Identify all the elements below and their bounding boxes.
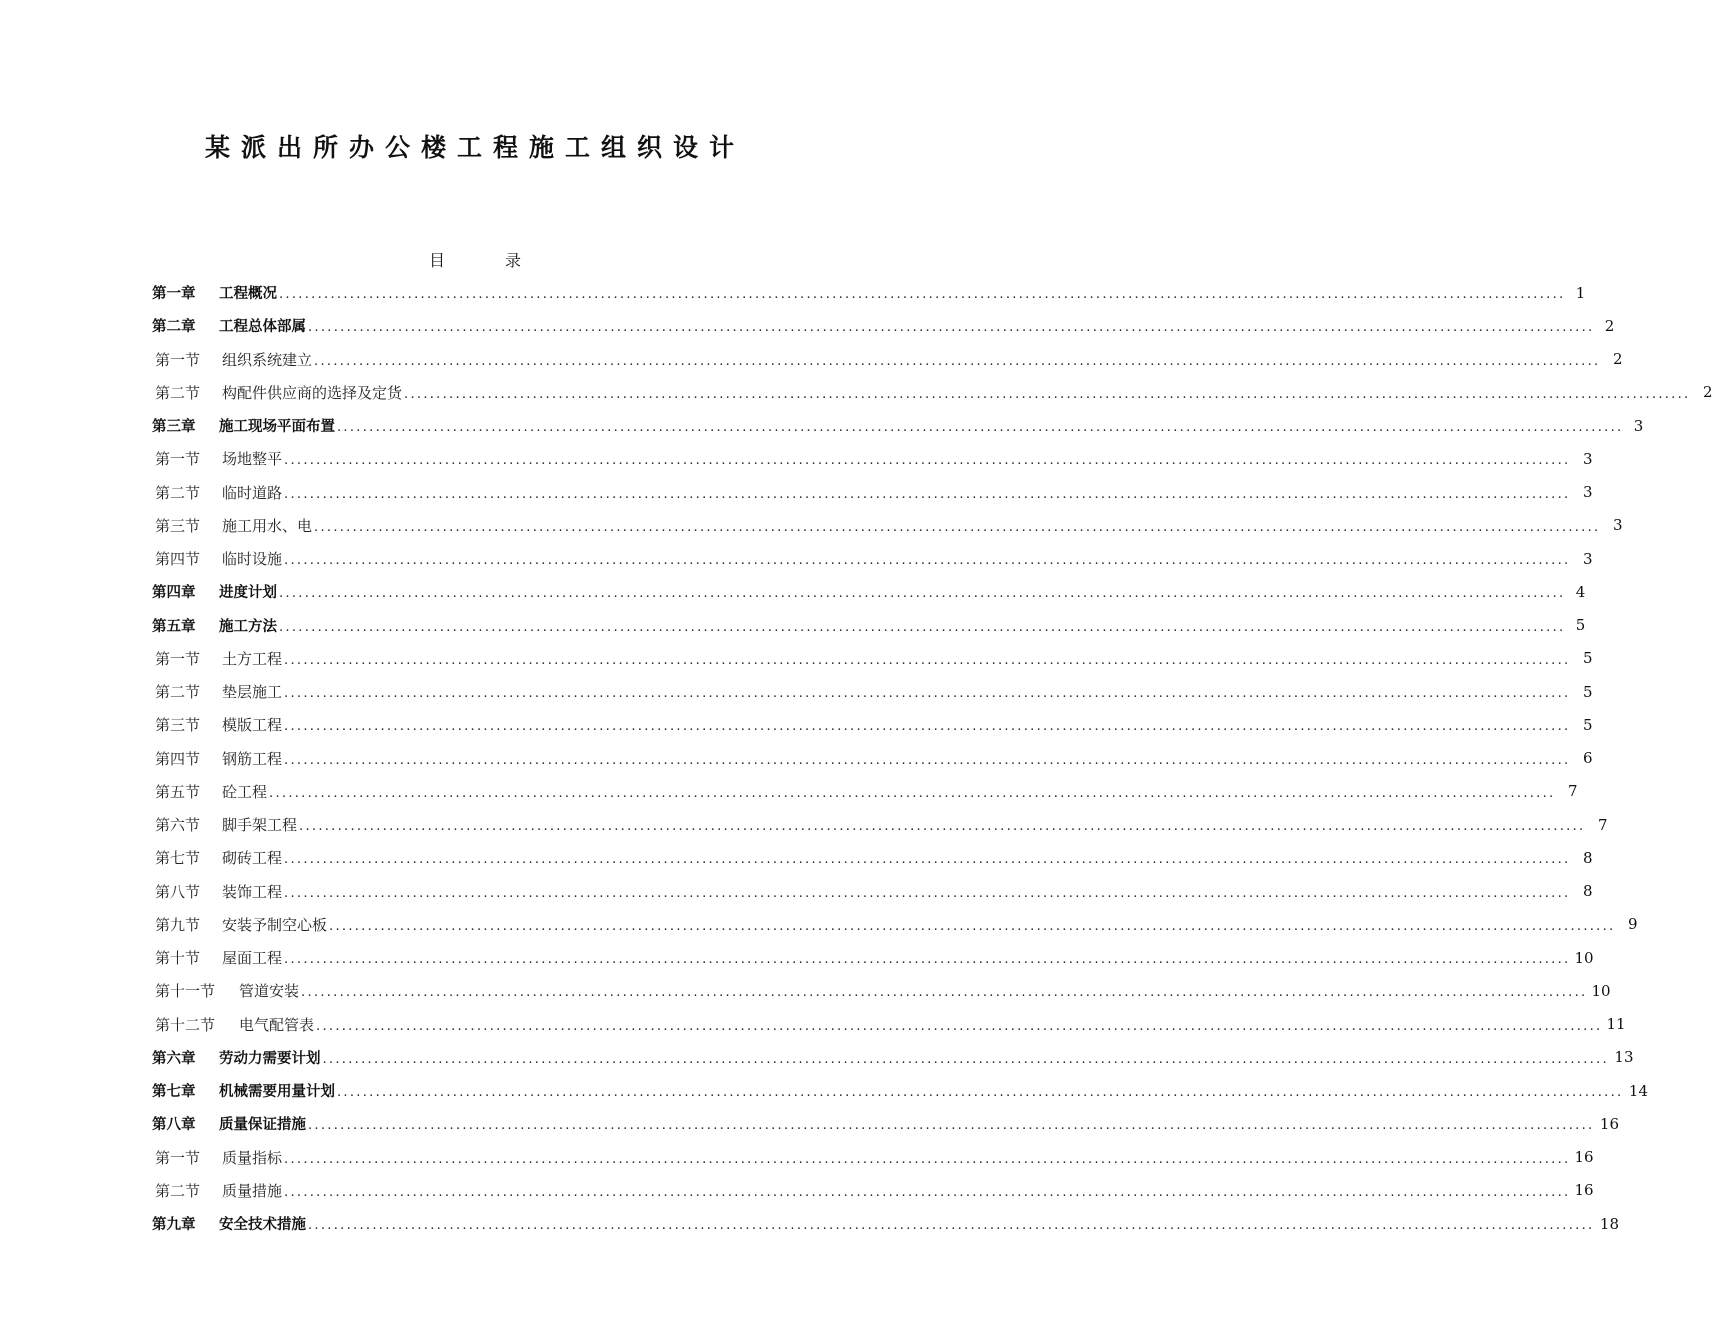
toc-section-row	[155, 708, 1593, 741]
toc-leader-dots: ........................................................................................................................................................................................................	[299, 819, 1586, 834]
toc-leader-dots: ........................................................................................................................................................................................................	[284, 1184, 1571, 1200]
toc-entry-title: 施工方法	[219, 618, 277, 635]
toc-entry-page: 10	[1574, 948, 1594, 967]
toc-chapter-row	[152, 1107, 1620, 1140]
toc-entry-page: 5	[1582, 715, 1593, 734]
toc-entry-number: 第六节	[155, 816, 201, 834]
toc-entry-title: 临时道路	[222, 483, 283, 502]
toc-section-row	[155, 742, 1593, 775]
toc-leader-dots: ........................................................................................................................................................................................................	[308, 320, 1595, 336]
toc-chapter-row	[152, 1041, 1634, 1074]
toc-entry-page: 2	[1612, 350, 1623, 368]
toc-entry-label	[152, 1080, 335, 1101]
toc-heading-char-1: 目	[428, 251, 445, 270]
toc-entry-number: 第四章	[152, 585, 196, 602]
toc-section-row	[155, 841, 1593, 874]
toc-section-row	[155, 974, 1611, 1007]
toc-entry-page: 18	[1599, 1214, 1620, 1233]
toc-entry-title: 砌砖工程	[222, 849, 283, 868]
toc-entry-page: 2	[1702, 383, 1712, 402]
toc-entry-number: 第五节	[155, 782, 201, 801]
toc-leader-dots: ........................................................................................................................................................................................................	[308, 1118, 1595, 1134]
toc-entry-title: 组织系统建立	[222, 350, 313, 369]
toc-section-row	[155, 542, 1593, 575]
toc-leader-dots: ........................................................................................................................................................................................................	[284, 885, 1571, 901]
toc-leader-dots: ........................................................................................................................................................................................................	[404, 386, 1691, 402]
toc-entry-label	[155, 1180, 282, 1201]
toc-entry-page: 3	[1582, 483, 1593, 501]
toc-entry-page: 16	[1599, 1114, 1620, 1133]
toc-entry-label	[155, 748, 282, 769]
toc-entry-title: 机械需要用量计划	[219, 1084, 335, 1100]
toc-entry-label	[155, 814, 297, 835]
toc-leader-dots: ........................................................................................................................................................................................................	[329, 918, 1616, 934]
toc-entry-label	[155, 881, 282, 902]
toc-entry-number: 第八节	[155, 882, 201, 901]
toc-entry-title: 进度计划	[219, 585, 277, 602]
toc-entry-number: 第一节	[155, 649, 201, 668]
toc-entry-page: 3	[1612, 516, 1623, 535]
toc-section-row	[155, 875, 1593, 908]
toc-entry-label	[152, 315, 306, 336]
toc-entry-label	[155, 1014, 314, 1035]
toc-entry-page: 5	[1582, 649, 1593, 668]
toc-entry-title: 土方工程	[222, 649, 283, 668]
toc-leader-dots: ........................................................................................................................................................................................................	[284, 553, 1571, 568]
toc-leader-dots: ........................................................................................................................................................................................................	[279, 586, 1566, 602]
toc-section-row	[155, 908, 1638, 941]
toc-section-row	[155, 941, 1594, 974]
toc-entry-title: 质量指标	[222, 1148, 283, 1167]
toc-chapter-row	[152, 1074, 1649, 1107]
toc-entry-number: 第二节	[155, 483, 201, 502]
toc-leader-dots: ........................................................................................................................................................................................................	[284, 652, 1571, 668]
toc-entry-number: 第一节	[155, 450, 201, 469]
toc-entry-title: 临时设施	[222, 550, 283, 568]
toc-leader-dots: ........................................................................................................................................................................................................	[279, 619, 1566, 635]
toc-entry-page: 7	[1597, 815, 1608, 834]
toc-leader-dots: ........................................................................................................................................................................................................	[308, 1218, 1595, 1233]
toc-entry-label	[155, 648, 282, 669]
toc-entry-label	[155, 382, 402, 403]
toc-entry-page: 8	[1582, 882, 1593, 900]
toc-entry-label	[155, 714, 282, 735]
toc-section-row	[155, 642, 1593, 675]
toc-entry-page: 3	[1633, 416, 1644, 435]
toc-entry-label	[152, 1213, 306, 1234]
toc-entry-number: 第二节	[155, 383, 201, 402]
toc-entry-number: 第九节	[155, 915, 201, 934]
toc-entry-page: 16	[1574, 1181, 1594, 1200]
toc-entry-label	[152, 1113, 306, 1134]
document-title: 某派出所办公楼工程施工组织设计	[204, 133, 745, 162]
toc-entry-label	[152, 282, 277, 303]
toc-section-row	[155, 343, 1623, 376]
toc-entry-number: 第二节	[155, 683, 201, 701]
toc-leader-dots: ........................................................................................................................................................................................................	[284, 486, 1571, 502]
toc-entry-title: 工程总体部属	[219, 319, 306, 336]
toc-section-row	[155, 509, 1623, 542]
toc-entry-label	[155, 781, 267, 802]
toc-leader-dots: ........................................................................................................................................................................................................	[301, 985, 1588, 1001]
toc-entry-title: 电气配管表	[239, 1015, 315, 1034]
toc-entry-title: 安全技术措施	[219, 1217, 306, 1233]
toc-entry-title: 工程概况	[219, 286, 277, 302]
toc-section-row	[155, 775, 1578, 808]
toc-leader-dots: ........................................................................................................................................................................................................	[337, 1085, 1624, 1100]
toc-leader-dots: ........................................................................................................................................................................................................	[284, 453, 1571, 469]
toc-entry-page: 5	[1575, 616, 1586, 634]
toc-entry-label	[155, 980, 299, 1001]
toc-entry-label	[155, 349, 312, 370]
toc-entry-number: 第四节	[155, 749, 201, 768]
toc-entry-number: 第二章	[152, 319, 196, 336]
toc-leader-dots: ........................................................................................................................................................................................................	[269, 785, 1556, 801]
toc-entry-number: 第一节	[155, 1148, 201, 1167]
toc-entry-page: 2	[1604, 316, 1615, 335]
toc-leader-dots: ........................................................................................................................................................................................................	[337, 420, 1624, 435]
toc-entry-title: 质量措施	[222, 1181, 283, 1200]
toc-entry-page: 7	[1567, 782, 1578, 801]
toc-entry-page: 11	[1606, 1015, 1626, 1033]
toc-leader-dots: ........................................................................................................................................................................................................	[284, 1151, 1571, 1167]
toc-chapter-row	[152, 1207, 1620, 1240]
toc-entry-number: 第三章	[152, 419, 196, 435]
toc-entry-title: 施工现场平面布置	[219, 419, 335, 435]
toc-section-row	[155, 442, 1593, 475]
toc-entry-page: 3	[1582, 549, 1593, 568]
toc-leader-dots: ........................................................................................................................................................................................................	[284, 719, 1571, 735]
toc-entry-label	[155, 482, 282, 503]
toc-entry-number: 第三节	[155, 716, 201, 735]
toc-entry-page: 14	[1628, 1081, 1649, 1100]
toc-entry-title: 屋面工程	[222, 949, 283, 967]
toc-entry-page: 6	[1582, 749, 1593, 767]
toc-entry-page: 10	[1591, 981, 1611, 1000]
toc-leader-dots: ........................................................................................................................................................................................................	[316, 1018, 1603, 1034]
toc-entry-title: 构配件供应商的选择及定货	[222, 383, 403, 402]
toc-entry-label	[155, 847, 282, 868]
toc-chapter-row	[152, 309, 1615, 342]
toc-section-row	[155, 808, 1608, 841]
toc-entry-title: 场地整平	[222, 450, 283, 469]
toc-section-row	[155, 376, 1712, 409]
toc-leader-dots: ........................................................................................................................................................................................................	[314, 519, 1601, 535]
toc-chapter-row	[152, 409, 1644, 442]
toc-leader-dots: ........................................................................................................................................................................................................	[284, 752, 1571, 768]
toc-entry-label	[152, 415, 335, 436]
toc-leader-dots: ........................................................................................................................................................................................................	[314, 353, 1601, 369]
toc-entry-number: 第十一节	[155, 982, 216, 1001]
toc-entry-label	[155, 914, 327, 935]
toc-entry-number: 第十二节	[155, 1015, 216, 1034]
toc-entry-page: 13	[1614, 1048, 1634, 1067]
toc-heading-char-2: 录	[505, 251, 522, 270]
toc-leader-dots: ........................................................................................................................................................................................................	[284, 686, 1571, 701]
toc-entry-page: 1	[1575, 283, 1586, 302]
toc-entry-page: 9	[1627, 915, 1638, 934]
toc-entry-number: 第八章	[152, 1117, 196, 1134]
toc-entry-title: 劳动力需要计划	[219, 1050, 321, 1067]
toc-entry-page: 8	[1582, 848, 1593, 867]
toc-entry-number: 第一节	[155, 350, 201, 369]
toc-entry-number: 第六章	[152, 1050, 196, 1067]
toc-entry-label	[155, 1147, 282, 1168]
toc-entry-label	[155, 448, 282, 469]
toc-section-row	[155, 1008, 1626, 1041]
toc-entry-number: 第五章	[152, 618, 196, 635]
toc-chapter-row	[152, 609, 1586, 642]
toc-entry-number: 第七章	[152, 1084, 196, 1100]
toc-chapter-row	[152, 276, 1586, 309]
toc-entry-title: 安装予制空心板	[222, 915, 328, 934]
toc-entry-number: 第九章	[152, 1217, 196, 1233]
toc-entry-title: 钢筋工程	[222, 749, 283, 768]
toc-leader-dots: ........................................................................................................................................................................................................	[322, 1051, 1609, 1067]
toc-entry-title: 脚手架工程	[222, 816, 298, 834]
toc-entry-label	[155, 515, 312, 536]
toc-leader-dots: ........................................................................................................................................................................................................	[284, 952, 1571, 967]
toc-entry-label	[155, 681, 282, 702]
toc-chapter-row	[152, 575, 1586, 608]
toc-entry-label	[155, 947, 282, 968]
toc-entry-number: 第十节	[155, 949, 201, 967]
toc-entry-number: 第七节	[155, 849, 201, 868]
toc-entry-page: 5	[1582, 682, 1593, 701]
toc-entry-label	[152, 581, 277, 602]
toc-entry-number: 第三节	[155, 516, 201, 535]
toc-heading	[0, 248, 950, 271]
toc-section-row	[155, 1174, 1594, 1207]
toc-entry-title: 质量保证措施	[219, 1117, 306, 1134]
toc-entry-label	[152, 1047, 321, 1068]
toc-section-row	[155, 1141, 1594, 1174]
toc-entry-title: 砼工程	[222, 782, 268, 801]
toc-entry-title: 施工用水、电	[222, 516, 313, 535]
toc-entry-number: 第二节	[155, 1181, 201, 1200]
toc-entry-title: 装饰工程	[222, 882, 283, 901]
toc-entry-page: 16	[1574, 1148, 1594, 1166]
toc-entry-label	[152, 615, 277, 636]
toc-leader-dots: ........................................................................................................................................................................................................	[279, 287, 1566, 302]
toc-entry-number: 第一章	[152, 286, 196, 302]
toc-entry-title: 垫层施工	[222, 683, 283, 701]
toc-entry-title: 管道安装	[239, 982, 300, 1001]
toc-entry-title: 模版工程	[222, 716, 283, 735]
toc-section-row	[155, 476, 1593, 509]
toc-entry-page: 3	[1582, 449, 1593, 468]
toc-entry-page: 4	[1575, 582, 1586, 601]
toc-entry-label	[155, 548, 282, 569]
toc-section-row	[155, 675, 1593, 708]
toc-entry-number: 第四节	[155, 550, 201, 568]
toc-leader-dots: ........................................................................................................................................................................................................	[284, 852, 1571, 868]
